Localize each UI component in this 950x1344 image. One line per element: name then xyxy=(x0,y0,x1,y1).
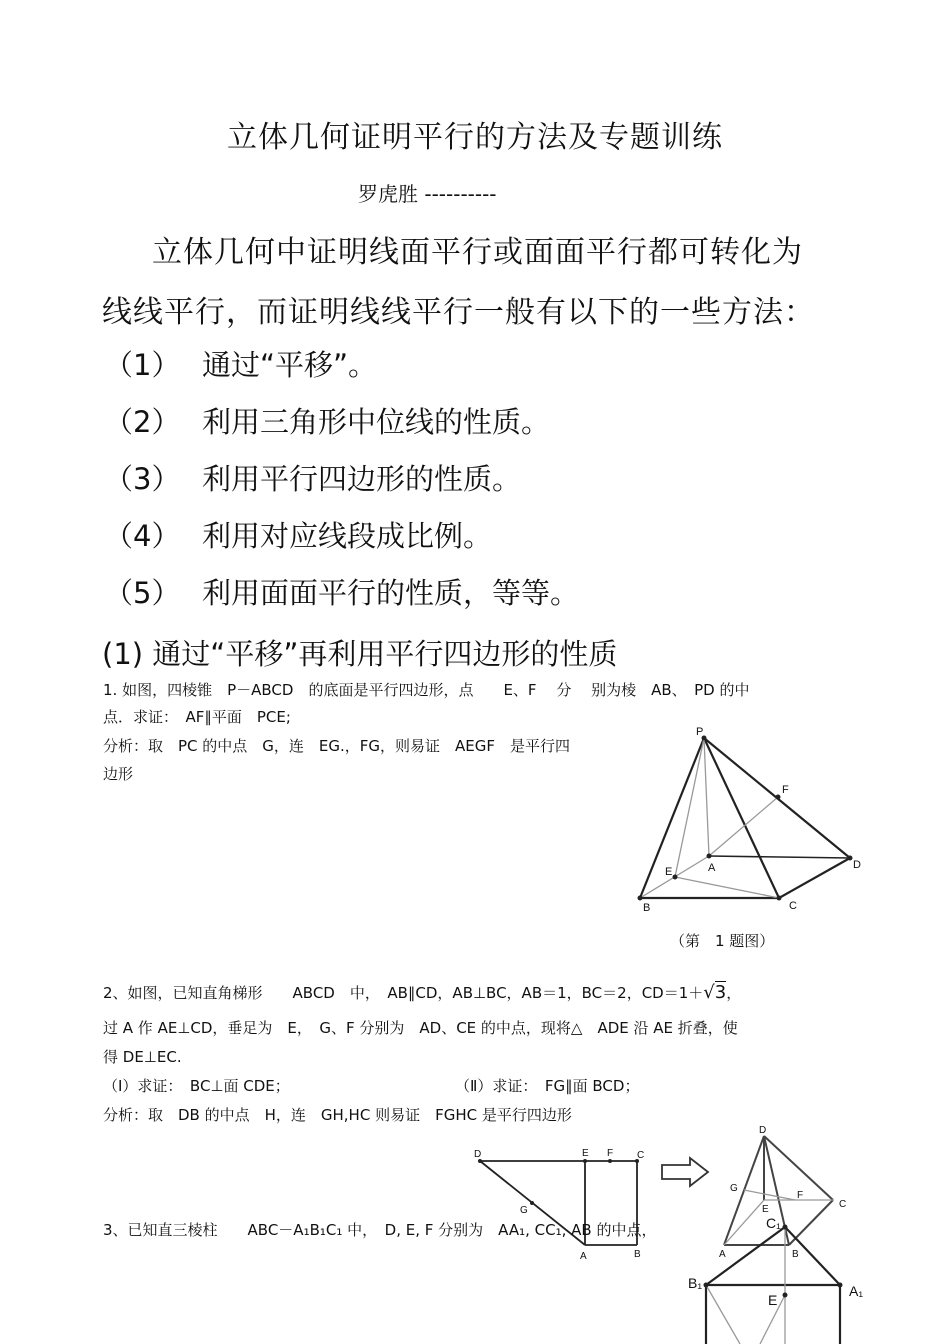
label-F: F xyxy=(607,1148,614,1159)
label-A: A xyxy=(580,1251,587,1262)
method-text: 利用面面平行的性质，等等。 xyxy=(202,576,580,610)
label-E: E xyxy=(768,1292,778,1308)
label-B: B xyxy=(634,1249,641,1260)
problem1-line2: 点．求证： AF∥平面 PCE; xyxy=(103,708,291,726)
method-number: （2） xyxy=(104,405,181,439)
problem2-line2: 过 A 作 AE⊥CD，垂足为 E， G、F 分别为 AD、CE 的中点，现将△ ADE 沿 AE 折叠，使 xyxy=(103,1019,738,1037)
label-A1: A₁ xyxy=(849,1283,864,1299)
figure1-caption: （第 1 题图） xyxy=(670,932,775,950)
label-B: B xyxy=(643,902,651,914)
method-number: （5） xyxy=(104,576,181,610)
method-text: 利用平行四边形的性质。 xyxy=(202,462,522,496)
method-text: 通过“平移”。 xyxy=(202,348,378,382)
problem3-line1: 3、已知直三棱柱 ABC－A₁B₁C₁ 中， D, E, F 分别为 AA₁, CC₁, AB 的中点， xyxy=(103,1221,657,1239)
section-heading: (1) 通过“平移”再利用平行四边形的性质 xyxy=(102,637,618,671)
label-G: G xyxy=(730,1183,738,1194)
label-C: C xyxy=(789,900,797,912)
problem2-analysis: 分析：取 DB 的中点 H，连 GH,HC 则易证 FGHC 是平行四边形 xyxy=(103,1106,572,1124)
label-E: E xyxy=(762,1204,769,1215)
page-title: 立体几何证明平行的方法及专题训练 xyxy=(227,120,723,155)
label-B: B xyxy=(792,1249,799,1260)
label-C: C xyxy=(839,1199,847,1210)
label-F: F xyxy=(782,784,789,796)
method-number: （1） xyxy=(104,348,181,382)
method-text: 利用三角形中位线的性质。 xyxy=(202,405,551,439)
label-P: P xyxy=(696,726,704,738)
problem2-text: ， xyxy=(726,984,742,1002)
method-number: （4） xyxy=(104,519,181,553)
label-E: E xyxy=(582,1148,589,1159)
problem2-part2: （Ⅱ）求证： FG∥面 BCD； xyxy=(455,1077,640,1095)
label-E: E xyxy=(665,866,673,878)
method-text: 利用对应线段成比例。 xyxy=(202,519,493,553)
label-B1: B₁ xyxy=(688,1275,703,1291)
problem1-analysis2: 边形 xyxy=(103,765,134,783)
intro-line-2: 线线平行，而证明线线平行一般有以下的一些方法： xyxy=(102,295,815,330)
problem2-part1: （Ⅰ）求证： BC⊥面 CDE； xyxy=(103,1077,290,1095)
sqrt-radicand: 3 xyxy=(714,982,727,1003)
label-G: G xyxy=(520,1205,528,1216)
label-C1: C₁ xyxy=(766,1215,781,1231)
problem1-analysis1: 分析：取 PC 的中点 G，连 EG.，FG，则易证 AEGF 是平行四 xyxy=(103,737,571,755)
label-F: F xyxy=(797,1190,804,1201)
label-A: A xyxy=(708,862,716,874)
sqrt-sign: √ xyxy=(703,982,715,1003)
problem2-text: 2、如图，已知直角梯形 ABCD 中， AB∥CD，AB⊥BC，AB＝1，BC＝2，CD＝1＋ xyxy=(103,984,704,1002)
intro-line-1: 立体几何中证明线面平行或面面平行都可转化为 xyxy=(152,235,803,270)
method-number: （3） xyxy=(104,462,181,496)
author-line: 罗虎胜 ---------- xyxy=(358,182,497,206)
problem1-line1: 1. 如图，四棱锥 P－ABCD 的底面是平行四边形，点 E、F 分 别为棱 AB、 PD 的中 xyxy=(103,681,750,699)
label-C: C xyxy=(637,1150,645,1161)
label-D: D xyxy=(759,1125,767,1136)
label-D: D xyxy=(474,1149,482,1160)
label-D: D xyxy=(853,859,861,871)
label-A: A xyxy=(719,1249,726,1260)
problem2-line3: 得 DE⊥EC. xyxy=(103,1048,182,1066)
